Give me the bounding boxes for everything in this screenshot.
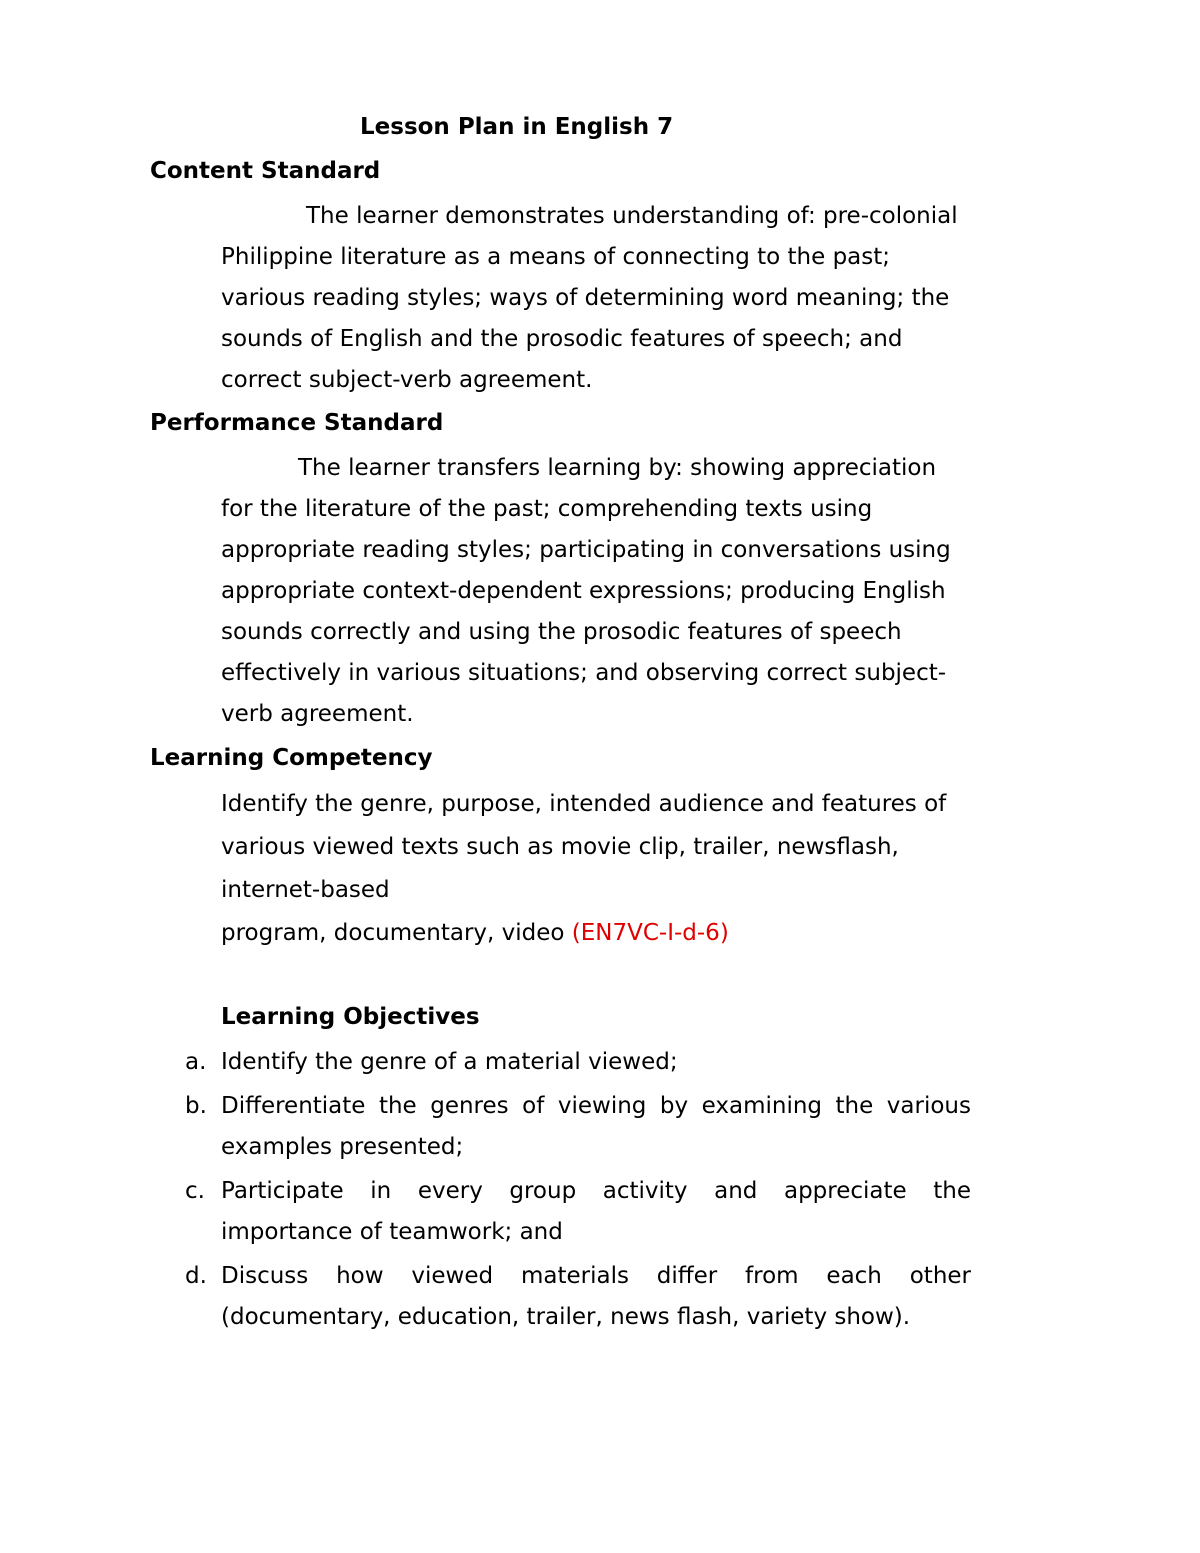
learning-competency-text: [221, 783, 971, 955]
learning-competency-line2: program, documentary, video: [221, 920, 572, 946]
list-item-letter: b.: [185, 1093, 207, 1119]
list-item-text: Differentiate the genres of viewing by examining the various examples presented;: [221, 1093, 971, 1160]
list-item: [185, 1256, 971, 1338]
learning-competency-heading: Learning Competency: [150, 745, 433, 771]
list-item-letter: c.: [185, 1178, 205, 1204]
list-item: [185, 1086, 971, 1168]
learning-objectives-heading: Learning Objectives: [221, 1004, 480, 1030]
content-standard-text: The learner demonstrates understanding of: pre-colonial Philippine literature as a means of connecting to the past; various reading styles; ways of determining word meaning; the sounds of English and the prosodic features of speech; and correct subject-verb agreement.: [221, 203, 958, 393]
learning-competency-line1: Identify the genre, purpose, intended audience and features of various viewed texts such as movie clip, trailer, newsflash, internet-based: [221, 791, 947, 903]
list-item-text: Participate in every group activity and appreciate the importance of teamwork; and: [221, 1178, 971, 1245]
list-item: [185, 1042, 971, 1083]
competency-code: (EN7VC-I-d-6): [571, 920, 729, 946]
objectives-list: [185, 1042, 971, 1338]
list-item-text: Identify the genre of a material viewed;: [221, 1049, 678, 1075]
performance-standard-text: The learner transfers learning by: showing appreciation for the literature of the past; comprehending texts using appropriate reading styles; participating in conversations using appropriate context-dependent expressions; producing English sounds correctly and using the prosodic features of speech effectively in various situations; and observing correct subject-verb agreement.: [221, 455, 951, 727]
list-item: [185, 1171, 971, 1253]
list-item-text: Discuss how viewed materials differ from each other (documentary, education, trailer, news flash, variety show).: [221, 1263, 971, 1330]
list-item-letter: a.: [185, 1049, 207, 1075]
list-item-letter: d.: [185, 1263, 207, 1289]
performance-standard-heading: Performance Standard: [150, 410, 444, 436]
content-standard-heading: Content Standard: [150, 158, 381, 184]
document-title: Lesson Plan in English 7: [360, 114, 674, 140]
